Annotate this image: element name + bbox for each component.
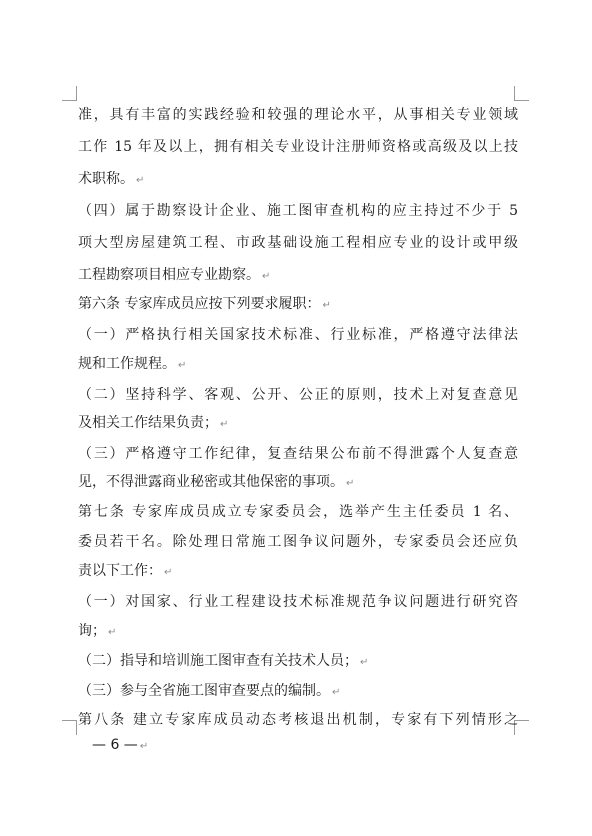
article-heading-line: 第六条 专家库成员应按下列要求履职： ↵ [78, 296, 331, 312]
paragraph-mark: ↵ [262, 271, 271, 282]
paragraph-mark: ↵ [322, 300, 331, 311]
paragraph-mark: ↵ [346, 478, 355, 489]
text-line: （二）坚持科学、客观、公开、公正的原则，技术上对复查意见 [78, 387, 518, 403]
paragraph-mark: ↵ [108, 627, 117, 638]
paragraph-mark: ↵ [220, 419, 229, 430]
text-line: 工程勘察项目相应专业勘察。 ↵ [78, 267, 271, 283]
text-line: 准，具有丰富的实践经验和较强的理论水平，从事相关专业领域 [78, 107, 518, 123]
paragraph-mark: ↵ [136, 175, 145, 186]
text-line: 术职称。 ↵ [78, 171, 145, 187]
crop-mark-bottom-left [62, 720, 77, 735]
text-line: 规和工作规程。 ↵ [78, 356, 187, 372]
text-line: （三）参与全省施工图审查要点的编制。 ↵ [78, 683, 341, 699]
text-line: 工作 15 年及以上，拥有相关专业设计注册师资格或高级及以上技 [78, 139, 518, 155]
text-line: 见，不得泄露商业秘密或其他保密的事项。 ↵ [78, 474, 355, 490]
text-line: 第八条 建立专家库成员动态考核退出机制，专家有下列情形之 [78, 712, 518, 728]
text-line: （三）严格遵守工作纪律，复查结果公布前不得泄露个人复查意 [78, 446, 518, 462]
page-number: — 6 — ↵ [92, 737, 149, 753]
text-line: 责以下工作： ↵ [78, 563, 173, 579]
text-line: （一）严格执行相关国家技术标准、行业标准，严格遵守法律法 [78, 327, 518, 343]
paragraph-mark: ↵ [178, 360, 187, 371]
paragraph-mark: ↵ [360, 657, 369, 668]
text-line: 项大型房屋建筑工程、市政基础设施工程相应专业的设计或甲级 [78, 235, 518, 251]
text-line: 询； ↵ [78, 623, 117, 639]
text-line: （四）属于勘察设计企业、施工图审查机构的应主持过不少于 5 [78, 203, 518, 219]
paragraph-mark: ↵ [164, 567, 173, 578]
paragraph-mark: ↵ [139, 741, 149, 752]
text-line: 委员若干名。除处理日常施工图争议问题外，专家委员会还应负 [78, 534, 518, 550]
text-line: （一）对国家、行业工程建设技术标准规范争议问题进行研究咨 [78, 594, 518, 610]
text-line: 及相关工作结果负责； ↵ [78, 415, 229, 431]
crop-mark-top-left [62, 86, 77, 101]
paragraph-mark: ↵ [332, 687, 341, 698]
text-line: （二）指导和培训施工图审查有关技术人员； ↵ [78, 653, 369, 669]
crop-mark-top-right [514, 86, 529, 101]
text-line: 第七条 专家库成员成立专家委员会，选举产生主任委员 1 名、 [78, 504, 518, 520]
